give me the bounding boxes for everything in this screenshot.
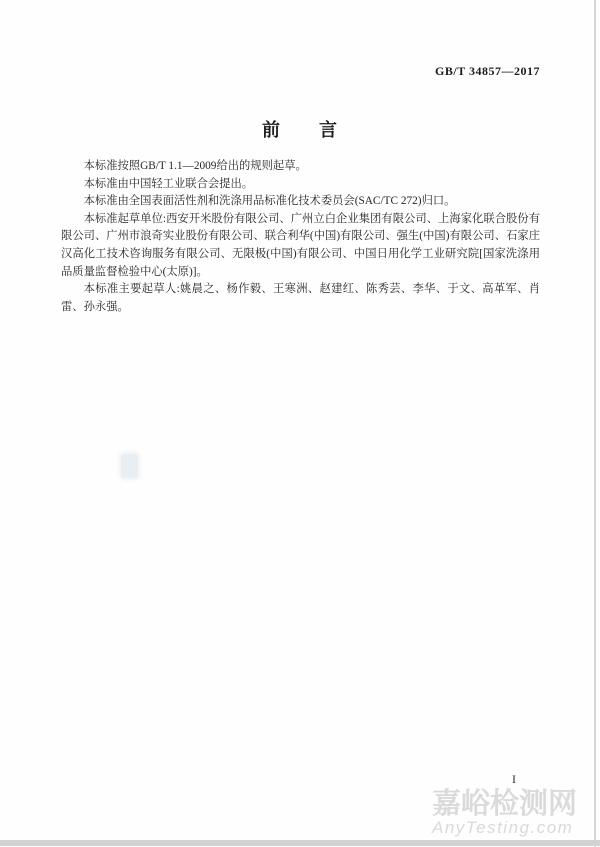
paragraph-drafting-rules: 本标准按照GB/T 1.1—2009给出的规则起草。: [83, 160, 307, 172]
watermark-website-text: AnyTesting.com: [432, 818, 574, 837]
watermark: [432, 789, 592, 837]
foreword-body: [61, 158, 540, 316]
standard-code: GB/T 34857—2017: [435, 64, 540, 78]
scan-smudge-artifact: [121, 454, 138, 478]
page-number: I: [512, 772, 516, 786]
paragraph-drafting-organizations: 本标准起草单位:西安开米股份有限公司、广州立白企业集团有限公司、上海家化联合股份有限公司、广州市浪奇实业股份有限公司、联合利华(中国)有限公司、强生(中国)有限公司、石家庄汉高化工技术咨询服务有限公司、无限极(中国)有限公司、中国日用化学工业研究院[国家洗涤用品质量监督检验中心(太原)]。: [61, 212, 540, 278]
page-title: 前 言: [262, 120, 338, 140]
paragraph-committee: 本标准由全国表面活性剂和洗涤用品标准化技术委员会(SAC/TC 272)归口。: [83, 195, 456, 208]
paragraph-proposed-by: 本标准由中国轻工业联合会提出。: [83, 177, 254, 190]
watermark-chinese-text: 嘉峪检测网: [432, 788, 578, 820]
paragraph-drafters: 本标准主要起草人:姚晨之、杨作毅、王寒洲、赵建红、陈秀芸、李华、于文、高革军、肖雷、孙永强。: [61, 283, 540, 313]
scan-edge-bottom: [0, 840, 600, 846]
